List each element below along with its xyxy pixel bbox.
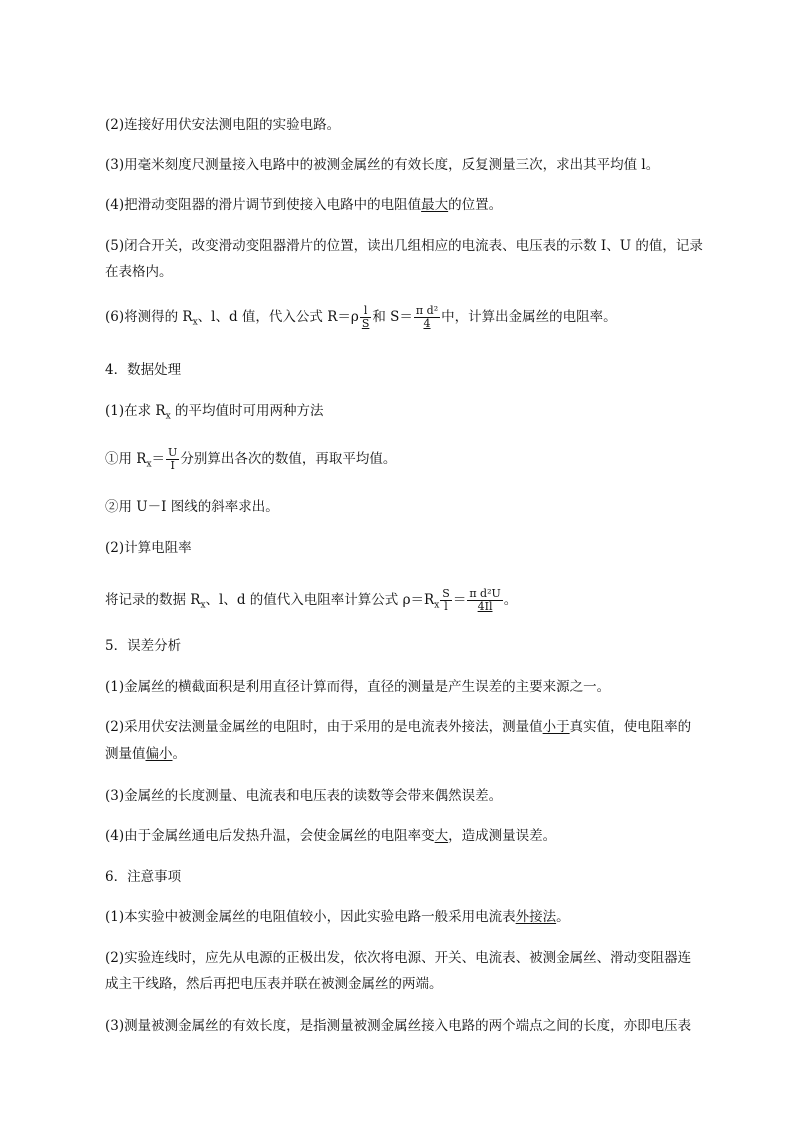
precaution-3: (3)测量被测金属丝的有效长度，是指测量被测金属丝接入电路的两个端点之间的长度，亦即电压表 xyxy=(105,1018,692,1034)
step-2: (2)连接好用伏安法测电阻的实验电路。 xyxy=(105,117,341,133)
heading-error-analysis: 5．误差分析 xyxy=(105,638,182,654)
formula-u-over-i: $\frac{U}{I}$ xyxy=(168,446,178,472)
formula-area: $\frac{\text{π d²}}{4}$ xyxy=(415,304,439,330)
error-1: (1)金属丝的横截面积是利用直径计算而得，直径的测量是产生误差的主要来源之一。 xyxy=(105,679,611,695)
data-1: (1)在求 $R_x$ 的平均值时可用两种方法 xyxy=(105,403,324,422)
data-method-1: ①用 $R_x=$ $\frac{U}{I}$ 分别算出各次的数值，再取平均值。 xyxy=(105,446,397,472)
precaution-2: (2)实验连线时，应先从电源的正极出发，依次将电源、开关、电流表、被测金属丝、滑动变阻器连 xyxy=(105,950,692,966)
resistivity-formula-line: 将记录的数据 $R_x$、l、d 的值代入电阻率计算公式 $\rho=R_x$ $\frac{S}{l}$ ＝ $\frac{\text{π d²U}}{4Il}$ 。 xyxy=(105,587,518,613)
formula-l-over-s: $\frac{l}{S}$ xyxy=(361,304,370,330)
formula-resistivity: $\frac{\text{π d²U}}{4Il}$ xyxy=(469,587,501,613)
formula-s-over-l: $\frac{S}{l}$ xyxy=(442,587,450,613)
error-2-cont: 测量值偏小。 xyxy=(105,746,186,762)
step-5-cont: 在表格内。 xyxy=(105,264,173,280)
data-2: (2)计算电阻率 xyxy=(105,540,192,556)
step-4: (4)把滑动变阻器的滑片调节到使接入电路中的电阻值最大的位置。 xyxy=(105,197,503,213)
step-5: (5)闭合开关，改变滑动变阻器滑片的位置，读出几组相应的电流表、电压表的示数 I、U 的值，记录 xyxy=(105,238,703,254)
data-method-2: ②用 U－I 图线的斜率求出。 xyxy=(105,499,279,515)
step-3: (3)用毫米刻度尺测量接入电路中的被测金属丝的有效长度，反复测量三次，求出其平均值 l。 xyxy=(105,157,660,173)
step-6: (6)将测得的 $R_x$、l、d 值，代入公式 R＝ρ $\frac{l}{S}$ 和 S＝ $\frac{\text{π d²}}{4}$ 中，计算出金属丝的电阻率。 xyxy=(105,304,617,330)
precaution-1: (1)本实验中被测金属丝的电阻值较小，因此实验电路一般采用电流表外接法。 xyxy=(105,909,570,925)
precaution-2-cont: 成主干线路，然后再把电压表并联在被测金属丝的两端。 xyxy=(105,976,443,992)
error-3: (3)金属丝的长度测量、电流表和电压表的读数等会带来偶然误差。 xyxy=(105,788,503,804)
heading-precautions: 6．注意事项 xyxy=(105,869,182,885)
error-4: (4)由于金属丝通电后发热升温，会使金属丝的电阻率变大，造成测量误差。 xyxy=(105,828,557,844)
error-2: (2)采用伏安法测量金属丝的电阻时，由于采用的是电流表外接法，测量值小于真实值，使电阻率的 xyxy=(105,719,692,735)
heading-data-processing: 4．数据处理 xyxy=(105,362,182,378)
